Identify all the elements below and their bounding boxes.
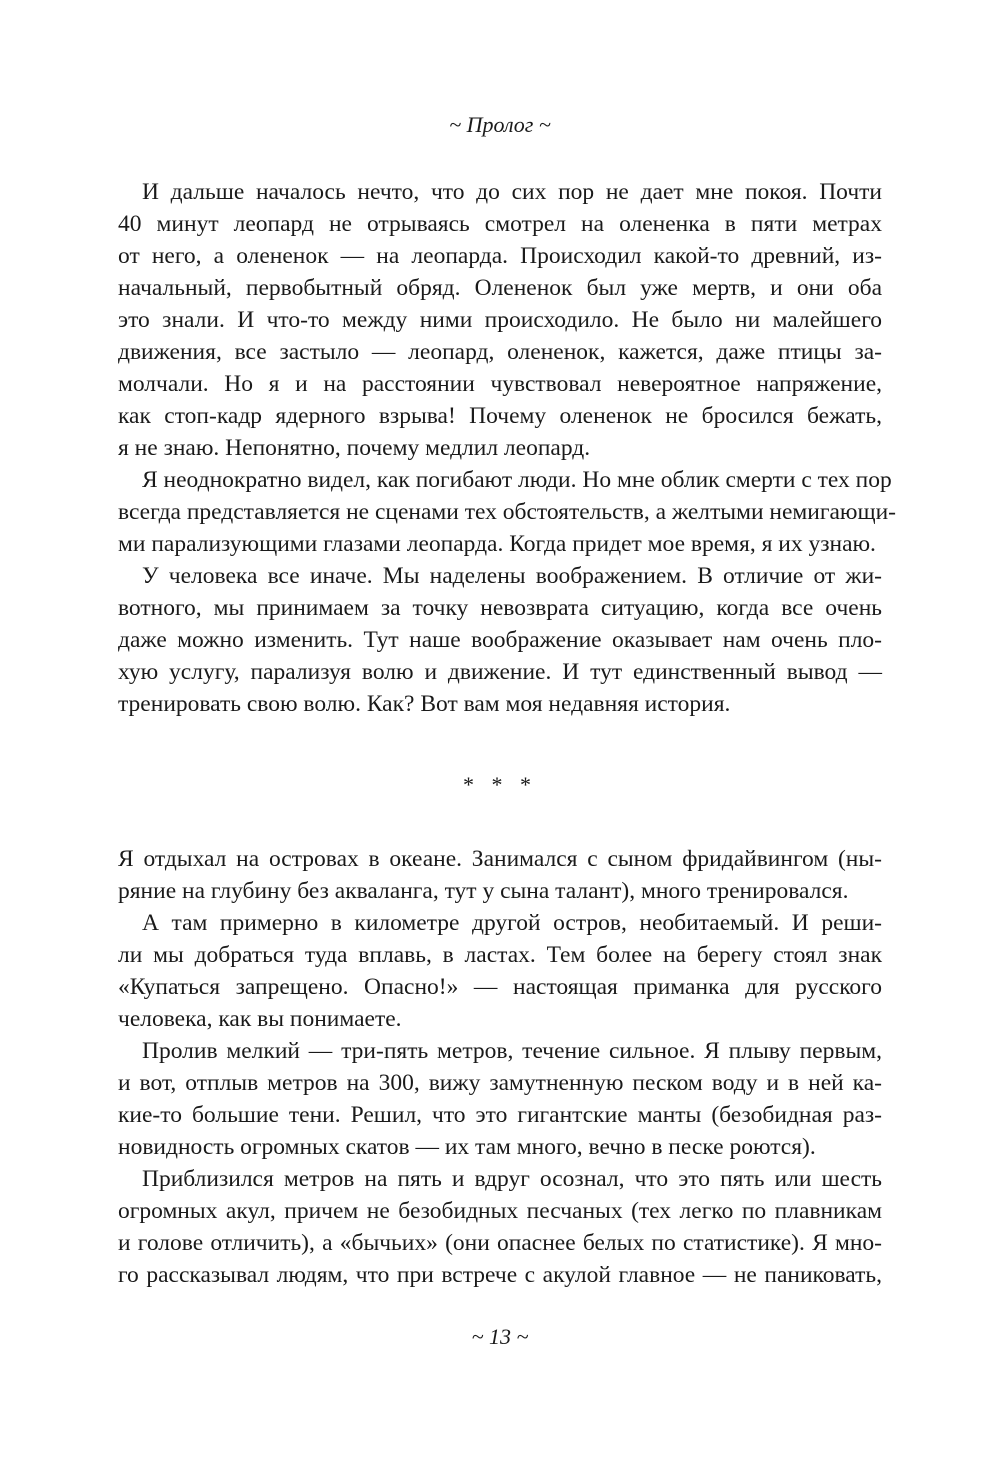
text-line: вотного, мы принимаем за точку невозврата ситуацию, когда все очень: [118, 595, 882, 621]
section-separator: * * *: [463, 772, 537, 797]
text-line: ряние на глубину без акваланга, тут у сына талант), много тренировался.: [118, 878, 849, 904]
text-line: молчали. Но я и на расстоянии чувствовал невероятное напряжение,: [118, 371, 882, 397]
text-line: хую услугу, парализуя волю и движение. И тут единственный вывод —: [118, 659, 882, 685]
text-line: даже можно изменить. Тут наше воображение оказывает нам очень пло-: [118, 627, 882, 653]
text-line: Приблизился метров на пять и вдруг осознал, что это пять или шесть: [142, 1166, 882, 1192]
text-line: ми парализующими глазами леопарда. Когда придет мое время, я их узнаю.: [118, 531, 876, 557]
text-line: Я неоднократно видел, как погибают люди. Но мне облик смерти с тех пор: [142, 467, 892, 493]
text-line: Я отдыхал на островах в океане. Занимался с сыном фридайвингом (ны-: [118, 846, 882, 872]
text-line: тренировать свою волю. Как? Вот вам моя недавняя история.: [118, 691, 731, 717]
text-line: И дальше началось нечто, что до сих пор не дает мне покоя. Почти: [142, 179, 882, 205]
paragraph: [118, 464, 896, 560]
text-line: новидность огромных скатов — их там много, вечно в песке роются).: [118, 1134, 816, 1160]
text-line: человека, как вы понимаете.: [118, 1006, 402, 1032]
text-line: и голове отличить), а «бычьих» (они опаснее белых по статистике). Я мно-: [118, 1230, 882, 1256]
text-line: «Купаться запрещено. Опасно!» — настоящая приманка для русского: [118, 974, 882, 1000]
text-line: это знали. И что-то между ними происходило. Не было ни малейшего: [118, 307, 882, 333]
page-number: ~ 13 ~: [471, 1324, 529, 1349]
text-line: 40 минут леопард не отрываясь смотрел на олененка в пяти метрах: [118, 211, 882, 237]
paragraph: [118, 1035, 882, 1163]
text-line: движения, все застыло — леопард, олененок, кажется, даже птицы за-: [118, 339, 882, 365]
text-line: А там примерно в километре другой остров, необитаемый. И реши-: [142, 910, 882, 936]
text-line: ли мы добраться туда вплавь, в ластах. Тем более на берегу стоял знак: [118, 942, 882, 968]
section-island-story-text: [118, 843, 882, 1291]
paragraph: [118, 560, 882, 720]
text-line: как стоп-кадр ядерного взрыва! Почему олененок не бросился бежать,: [118, 403, 882, 429]
text-line: начальный, первобытный обряд. Олененок был уже мертв, и они оба: [118, 275, 882, 301]
paragraph: [118, 843, 882, 907]
section-prologue-text: [118, 176, 896, 720]
text-line: от него, а олененок — на леопарда. Происходил какой-то древний, из-: [118, 243, 882, 269]
paragraph: [118, 176, 882, 464]
text-line: огромных акул, причем не безобидных песчаных (тех легко по плавникам: [118, 1198, 882, 1224]
text-line: У человека все иначе. Мы наделены воображением. В отличие от жи-: [142, 563, 882, 589]
paragraph: [118, 907, 882, 1035]
paragraph: [118, 1163, 882, 1291]
text-line: и вот, отплыв метров на 300, вижу замутненную песком воду и в ней ка-: [118, 1070, 882, 1096]
text-line: го рассказывал людям, что при встрече с акулой главное — не паниковать,: [118, 1262, 882, 1288]
text-line: я не знаю. Непонятно, почему медлил леопард.: [118, 435, 591, 461]
running-header: ~ Пролог ~: [449, 112, 551, 137]
text-line: всегда представляется не сценами тех обстоятельств, а желтыми немигающи-: [118, 499, 896, 525]
text-line: кие-то большие тени. Решил, что это гигантские манты (безобидная раз-: [118, 1102, 882, 1128]
text-line: Пролив мелкий — три-пять метров, течение сильное. Я плыву первым,: [142, 1038, 882, 1064]
